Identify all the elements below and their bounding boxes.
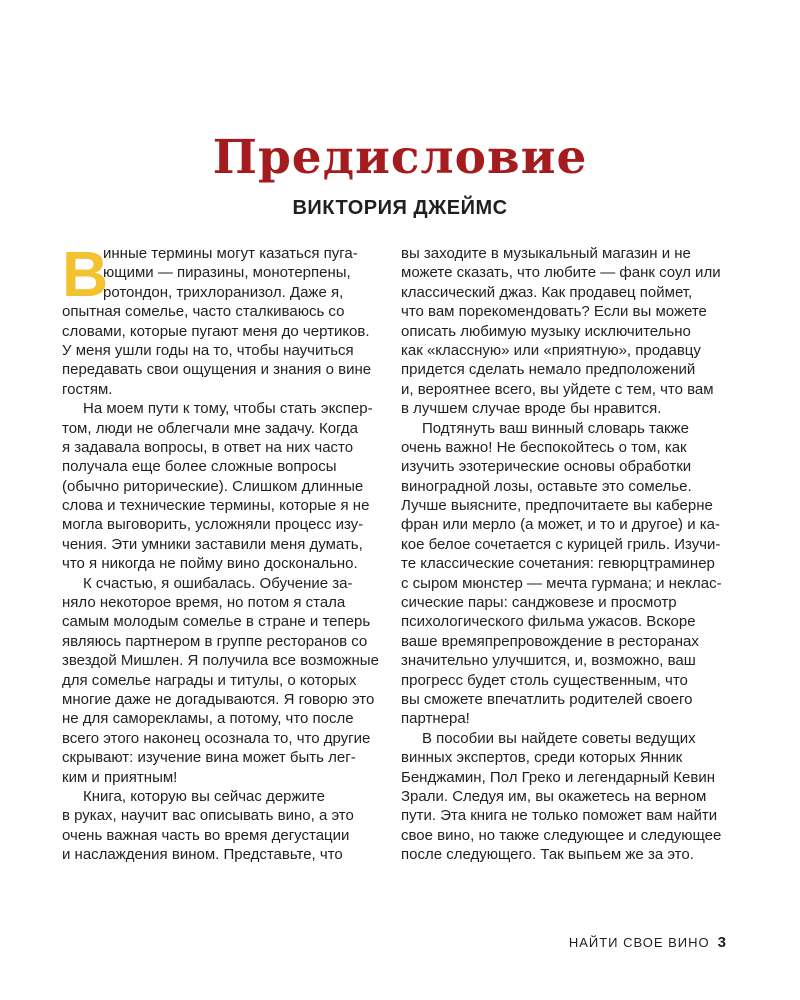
author-name: ВИКТОРИЯ ДЖЕЙМС xyxy=(292,197,508,219)
page-number: 3 xyxy=(717,934,726,951)
text-line: для сомелье награды и титулы, о которых xyxy=(62,671,357,689)
text-line: придется сделать немало предположений xyxy=(401,361,696,379)
text-line: ким и приятным! xyxy=(62,768,178,786)
text-line: В пособии вы найдете советы ведущих xyxy=(422,729,696,747)
text-line: К счастью, я ошибалась. Обучение за- xyxy=(83,574,353,592)
text-line: после следующего. Так выпьем же за это. xyxy=(401,846,694,864)
text-line: скрывают: изучение вина может быть лег- xyxy=(62,749,356,767)
text-line: можете сказать, что любите — фанк соул или xyxy=(401,264,721,282)
page-footer xyxy=(569,934,726,952)
text-line: словами, которые пугают меня до чертиков. xyxy=(62,322,370,340)
text-line: в руках, научит вас описывать вино, а это xyxy=(62,807,354,825)
text-line: няло некоторое время, но потом я стала xyxy=(62,594,346,612)
text-line: фран или мерло (а может, и то и другое) и ка- xyxy=(401,516,720,534)
text-line: что я никогда не пойму вино досконально. xyxy=(62,555,358,573)
text-line: Подтянуть ваш винный словарь также xyxy=(422,419,689,437)
text-line: кое белое сочетается с курицей гриль. Изучи- xyxy=(401,535,721,553)
text-line: что вам порекомендовать? Если вы можете xyxy=(401,303,707,321)
text-line: свое вино, но также следующее и следующее xyxy=(401,826,722,844)
text-line: я задавала вопросы, в ответ на них часто xyxy=(62,438,354,456)
text-line: значительно улучшится, и, возможно, ваш xyxy=(401,652,696,670)
text-line: описать любимую музыку исключительно xyxy=(401,322,691,340)
text-line: винных экспертов, среди которых Янник xyxy=(401,749,683,767)
text-line: чения. Эти умники заставили меня думать, xyxy=(62,535,363,553)
text-line: Зрали. Следуя им, вы окажетесь на верном xyxy=(401,787,707,805)
text-line: всего этого наконец осознала то, что другие xyxy=(62,729,371,747)
text-line: том, люди не облегчали мне задачу. Когда xyxy=(62,419,358,437)
text-line: получала еще более сложные вопросы xyxy=(62,458,337,476)
text-line: в лучшем случае вроде бы нравится. xyxy=(401,400,662,418)
page-title: Предисловие xyxy=(212,130,588,185)
text-line: ротондон, трихлоранизол. Даже я, xyxy=(103,283,344,301)
text-line: классический джаз. Как продавец поймет, xyxy=(401,283,693,301)
text-line: передавать свои ощущения и знания о вине xyxy=(62,361,372,379)
text-line: пути. Эта книга не только поможет вам найти xyxy=(401,807,718,825)
drop-cap: В xyxy=(62,238,109,310)
text-line: На моем пути к тому, чтобы стать экспер- xyxy=(83,400,373,418)
text-line: прогресс будет столь существенным, что xyxy=(401,671,688,689)
text-line: ющими — пиразины, монотерпены, xyxy=(103,264,351,282)
text-line: не для саморекламы, а потому, что после xyxy=(62,710,354,728)
text-line: слова и технические термины, которые я не xyxy=(62,497,370,515)
text-line: изучить эзотерические основы обработки xyxy=(401,458,692,476)
text-line: Бенджамин, Пол Греко и легендарный Кевин xyxy=(401,768,715,786)
text-line: опытная сомелье, часто сталкиваюсь со xyxy=(62,303,345,321)
text-line: являюсь партнером в группе ресторанов со xyxy=(62,632,368,650)
text-line: те классические сочетания: гевюрцтраминер xyxy=(401,555,715,573)
first-paragraph xyxy=(62,238,372,399)
text-line: многие даже не догадываются. Я говорю это xyxy=(62,690,375,708)
text-line: партнера! xyxy=(401,710,470,728)
text-line: психологического фильма ужасов. Вскоре xyxy=(401,613,696,631)
text-line: вы сможете впечатлить родителей своего xyxy=(401,690,693,708)
text-line: гостям. xyxy=(62,380,113,398)
running-title: НАЙТИ СВОЕ ВИНО xyxy=(568,935,710,950)
text-line: Книга, которую вы сейчас держите xyxy=(83,787,325,805)
text-line: с сыром мюнстер — мечта гурмана; и неклас- xyxy=(401,574,722,592)
text-line: ваше времяпрепровождение в ресторанах xyxy=(401,632,699,650)
text-line: очень важная часть во время дегустации xyxy=(62,826,350,844)
text-line: и наслаждения вином. Представьте, что xyxy=(62,846,343,864)
text-line: звездой Мишлен. Я получила все возможные xyxy=(62,652,379,670)
text-line: вы заходите в музыкальный магазин и не xyxy=(401,245,691,262)
text-line: сические пары: санджовезе и просмотр xyxy=(401,594,677,612)
text-line: как «классную» или «приятную», продавцу xyxy=(401,341,701,359)
text-line: могла выговорить, усложняли процесс изу- xyxy=(62,516,364,534)
text-line: очень важно! Не беспокойтесь о том, как xyxy=(401,438,687,456)
text-line: самым молодым сомелье в стране и теперь xyxy=(62,613,371,631)
text-line: (обычно риторические). Слишком длинные xyxy=(62,477,364,495)
text-line: Лучше выясните, предпочитаете вы каберне xyxy=(401,497,713,515)
text-line: инные термины могут казаться пуга- xyxy=(103,245,358,262)
text-line: виноградной лозы, оставьте это сомелье. xyxy=(401,477,692,495)
text-line: У меня ушли годы на то, чтобы научиться xyxy=(62,341,354,359)
right-column xyxy=(401,244,722,865)
left-column xyxy=(62,238,379,865)
text-line: и, вероятнее всего, вы уйдете с тем, что вам xyxy=(401,380,714,398)
